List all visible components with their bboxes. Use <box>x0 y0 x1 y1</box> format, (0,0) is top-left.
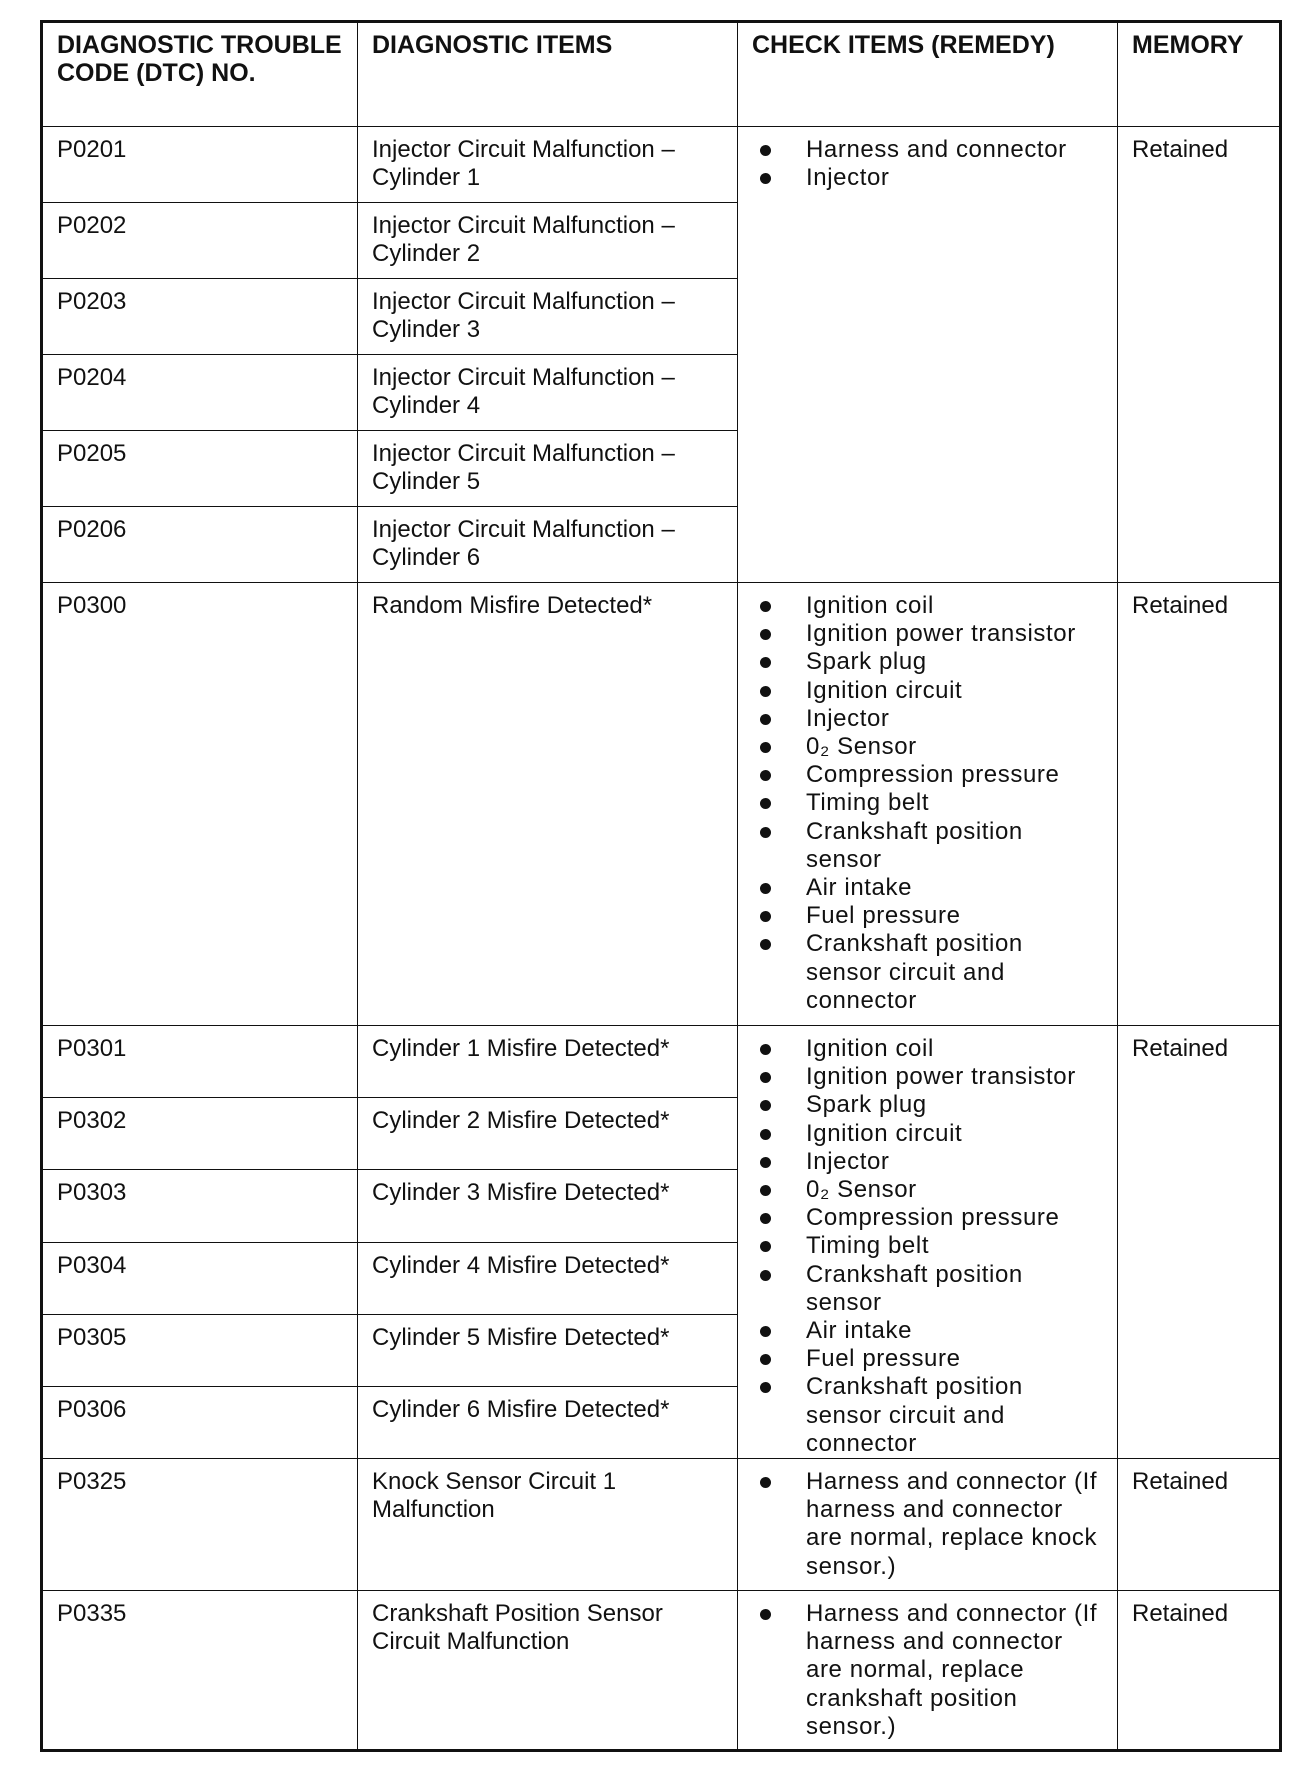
dtc-code: P0325 <box>42 1459 358 1591</box>
dtc-code: P0205 <box>42 431 358 507</box>
table-row <box>42 1026 1281 1098</box>
check-items-cell <box>738 583 1118 1026</box>
check-list <box>752 1600 1103 1741</box>
check-item: Ignition circuit <box>752 677 1103 705</box>
diagnostic-item: Cylinder 5 Misfire Detected* <box>358 1314 738 1386</box>
check-item: Crankshaft position sensor <box>752 818 1103 874</box>
check-list <box>752 1035 1103 1458</box>
dtc-table-body <box>42 22 1281 1751</box>
diagnostic-item: Random Misfire Detected* <box>358 583 738 1026</box>
diagnostic-item: Cylinder 6 Misfire Detected* <box>358 1386 738 1458</box>
check-item: 0₂ Sensor <box>752 1176 1103 1204</box>
diagnostic-item: Crankshaft Position Sensor Circuit Malfunction <box>358 1591 738 1751</box>
check-item: Fuel pressure <box>752 902 1103 930</box>
check-item: Ignition circuit <box>752 1120 1103 1148</box>
check-items-cell <box>738 1026 1118 1459</box>
memory-cell: Retained <box>1118 1591 1281 1751</box>
dtc-code: P0304 <box>42 1242 358 1314</box>
table-row <box>42 127 1281 203</box>
check-item: Ignition power transistor <box>752 1063 1103 1091</box>
check-item: Ignition coil <box>752 1035 1103 1063</box>
dtc-code: P0302 <box>42 1098 358 1170</box>
check-items-cell <box>738 1591 1118 1751</box>
check-item: Harness and connector (If harness and connector are normal, replace crankshaft position sensor.) <box>752 1600 1103 1741</box>
check-item: Crankshaft position sensor <box>752 1261 1103 1317</box>
header-dtc: DIAGNOSTIC TROUBLE CODE (DTC) NO. <box>42 22 358 127</box>
dtc-code: P0300 <box>42 583 358 1026</box>
diagnostic-item: Cylinder 1 Misfire Detected* <box>358 1026 738 1098</box>
dtc-code: P0206 <box>42 507 358 583</box>
header-row <box>42 22 1281 127</box>
table-row <box>42 583 1281 1026</box>
dtc-code: P0305 <box>42 1314 358 1386</box>
diagnostic-item: Injector Circuit Malfunction – Cylinder 4 <box>358 355 738 431</box>
check-item: Timing belt <box>752 789 1103 817</box>
check-item: Ignition power transistor <box>752 620 1103 648</box>
check-item: Injector <box>752 705 1103 733</box>
table-row <box>42 1459 1281 1591</box>
check-item: Air intake <box>752 874 1103 902</box>
check-list <box>752 1468 1103 1581</box>
dtc-code: P0201 <box>42 127 358 203</box>
check-item: Timing belt <box>752 1232 1103 1260</box>
check-item: Compression pressure <box>752 1204 1103 1232</box>
memory-cell: Retained <box>1118 1026 1281 1459</box>
check-list <box>752 592 1103 1015</box>
dtc-code: P0335 <box>42 1591 358 1751</box>
header-diagnostic-items: DIAGNOSTIC ITEMS <box>358 22 738 127</box>
diagnostic-item: Knock Sensor Circuit 1 Malfunction <box>358 1459 738 1591</box>
memory-cell: Retained <box>1118 127 1281 583</box>
dtc-code: P0202 <box>42 203 358 279</box>
dtc-table <box>40 20 1282 1752</box>
check-items-cell <box>738 127 1118 583</box>
memory-cell: Retained <box>1118 583 1281 1026</box>
check-item: Harness and connector <box>752 136 1103 164</box>
dtc-code: P0203 <box>42 279 358 355</box>
diagnostic-item: Cylinder 4 Misfire Detected* <box>358 1242 738 1314</box>
memory-cell: Retained <box>1118 1459 1281 1591</box>
dtc-code: P0303 <box>42 1170 358 1242</box>
check-item: Fuel pressure <box>752 1345 1103 1373</box>
check-items-cell <box>738 1459 1118 1591</box>
diagnostic-item: Cylinder 3 Misfire Detected* <box>358 1170 738 1242</box>
dtc-code: P0301 <box>42 1026 358 1098</box>
header-check-items: CHECK ITEMS (REMEDY) <box>738 22 1118 127</box>
check-item: 0₂ Sensor <box>752 733 1103 761</box>
header-memory: MEMORY <box>1118 22 1281 127</box>
check-list <box>752 136 1103 192</box>
check-item: Ignition coil <box>752 592 1103 620</box>
check-item: Crankshaft position sensor circuit and connector <box>752 930 1103 1015</box>
diagnostic-item: Injector Circuit Malfunction – Cylinder 6 <box>358 507 738 583</box>
check-item: Injector <box>752 1148 1103 1176</box>
check-item: Spark plug <box>752 1091 1103 1119</box>
diagnostic-item: Cylinder 2 Misfire Detected* <box>358 1098 738 1170</box>
check-item: Compression pressure <box>752 761 1103 789</box>
dtc-code: P0306 <box>42 1386 358 1458</box>
check-item: Air intake <box>752 1317 1103 1345</box>
table-row <box>42 1591 1281 1751</box>
check-item: Crankshaft position sensor circuit and connector <box>752 1373 1103 1458</box>
diagnostic-item: Injector Circuit Malfunction – Cylinder 3 <box>358 279 738 355</box>
check-item: Injector <box>752 164 1103 192</box>
check-item: Spark plug <box>752 648 1103 676</box>
check-item: Harness and connector (If harness and connector are normal, replace knock sensor.) <box>752 1468 1103 1581</box>
diagnostic-item: Injector Circuit Malfunction – Cylinder 2 <box>358 203 738 279</box>
dtc-code: P0204 <box>42 355 358 431</box>
diagnostic-item: Injector Circuit Malfunction – Cylinder 1 <box>358 127 738 203</box>
diagnostic-item: Injector Circuit Malfunction – Cylinder 5 <box>358 431 738 507</box>
